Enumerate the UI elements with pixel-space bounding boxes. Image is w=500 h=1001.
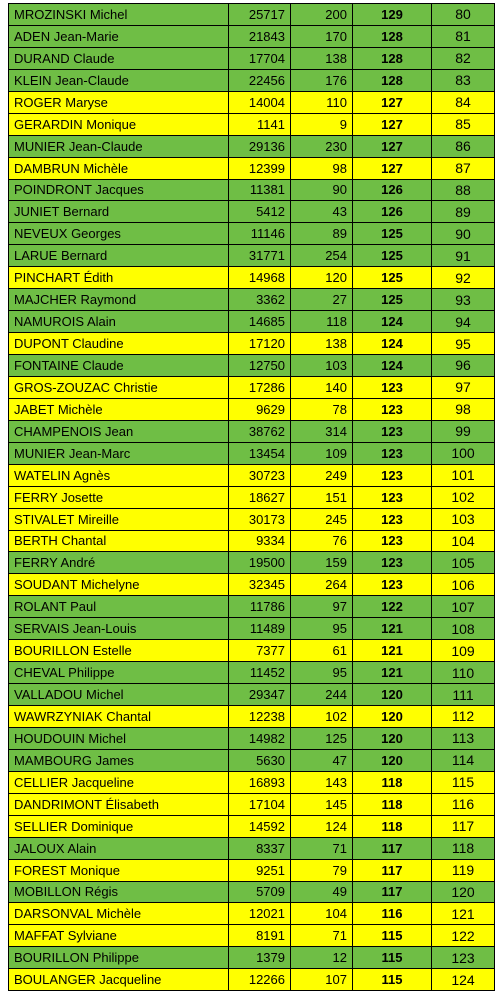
table-row bbox=[9, 47, 495, 69]
total-points-cell: 9334 bbox=[229, 530, 291, 552]
rank-cell: 92 bbox=[432, 267, 495, 289]
rank-cell: 81 bbox=[432, 25, 495, 47]
total-points-cell: 8191 bbox=[229, 925, 291, 947]
total-points-cell: 7377 bbox=[229, 640, 291, 662]
ranking-table-body bbox=[9, 4, 495, 991]
table-row bbox=[9, 727, 495, 749]
games-count-cell: 9 bbox=[291, 113, 353, 135]
total-points-cell: 25717 bbox=[229, 4, 291, 26]
table-row bbox=[9, 706, 495, 728]
total-points-cell: 14592 bbox=[229, 815, 291, 837]
rank-cell: 118 bbox=[432, 837, 495, 859]
player-name-cell: MROZINSKI Michel bbox=[9, 4, 229, 26]
rank-cell: 82 bbox=[432, 47, 495, 69]
table-row bbox=[9, 925, 495, 947]
rank-cell: 105 bbox=[432, 552, 495, 574]
player-name-cell: CHAMPENOIS Jean bbox=[9, 420, 229, 442]
table-row bbox=[9, 464, 495, 486]
total-points-cell: 11146 bbox=[229, 223, 291, 245]
games-count-cell: 49 bbox=[291, 881, 353, 903]
total-points-cell: 21843 bbox=[229, 25, 291, 47]
games-count-cell: 159 bbox=[291, 552, 353, 574]
average-cell: 120 bbox=[353, 706, 432, 728]
games-count-cell: 90 bbox=[291, 179, 353, 201]
table-row bbox=[9, 267, 495, 289]
rank-cell: 111 bbox=[432, 684, 495, 706]
games-count-cell: 98 bbox=[291, 157, 353, 179]
player-name-cell: NAMUROIS Alain bbox=[9, 311, 229, 333]
average-cell: 121 bbox=[353, 662, 432, 684]
table-row bbox=[9, 640, 495, 662]
total-points-cell: 3362 bbox=[229, 289, 291, 311]
table-row bbox=[9, 355, 495, 377]
total-points-cell: 9629 bbox=[229, 398, 291, 420]
games-count-cell: 89 bbox=[291, 223, 353, 245]
rank-cell: 117 bbox=[432, 815, 495, 837]
average-cell: 120 bbox=[353, 684, 432, 706]
average-cell: 123 bbox=[353, 486, 432, 508]
games-count-cell: 103 bbox=[291, 355, 353, 377]
player-name-cell: DUPONT Claudine bbox=[9, 333, 229, 355]
player-name-cell: FERRY Josette bbox=[9, 486, 229, 508]
average-cell: 117 bbox=[353, 881, 432, 903]
total-points-cell: 12266 bbox=[229, 969, 291, 991]
average-cell: 123 bbox=[353, 376, 432, 398]
table-row bbox=[9, 881, 495, 903]
rank-cell: 108 bbox=[432, 618, 495, 640]
total-points-cell: 12399 bbox=[229, 157, 291, 179]
table-row bbox=[9, 530, 495, 552]
games-count-cell: 110 bbox=[291, 91, 353, 113]
games-count-cell: 254 bbox=[291, 245, 353, 267]
average-cell: 120 bbox=[353, 749, 432, 771]
games-count-cell: 71 bbox=[291, 925, 353, 947]
table-row bbox=[9, 223, 495, 245]
total-points-cell: 11381 bbox=[229, 179, 291, 201]
games-count-cell: 102 bbox=[291, 706, 353, 728]
average-cell: 124 bbox=[353, 311, 432, 333]
average-cell: 123 bbox=[353, 508, 432, 530]
table-row bbox=[9, 969, 495, 991]
games-count-cell: 95 bbox=[291, 618, 353, 640]
total-points-cell: 14004 bbox=[229, 91, 291, 113]
games-count-cell: 107 bbox=[291, 969, 353, 991]
games-count-cell: 140 bbox=[291, 376, 353, 398]
table-row bbox=[9, 859, 495, 881]
games-count-cell: 61 bbox=[291, 640, 353, 662]
player-name-cell: SOUDANT Michelyne bbox=[9, 574, 229, 596]
games-count-cell: 145 bbox=[291, 793, 353, 815]
total-points-cell: 29136 bbox=[229, 135, 291, 157]
table-row bbox=[9, 25, 495, 47]
rank-cell: 104 bbox=[432, 530, 495, 552]
table-row bbox=[9, 69, 495, 91]
player-name-cell: JABET Michèle bbox=[9, 398, 229, 420]
player-name-cell: ROGER Maryse bbox=[9, 91, 229, 113]
total-points-cell: 29347 bbox=[229, 684, 291, 706]
average-cell: 126 bbox=[353, 201, 432, 223]
rank-cell: 95 bbox=[432, 333, 495, 355]
rank-cell: 87 bbox=[432, 157, 495, 179]
total-points-cell: 12750 bbox=[229, 355, 291, 377]
table-row bbox=[9, 289, 495, 311]
total-points-cell: 30173 bbox=[229, 508, 291, 530]
player-name-cell: LARUE Bernard bbox=[9, 245, 229, 267]
average-cell: 115 bbox=[353, 925, 432, 947]
rank-cell: 114 bbox=[432, 749, 495, 771]
games-count-cell: 118 bbox=[291, 311, 353, 333]
total-points-cell: 14685 bbox=[229, 311, 291, 333]
average-cell: 124 bbox=[353, 355, 432, 377]
games-count-cell: 95 bbox=[291, 662, 353, 684]
average-cell: 127 bbox=[353, 113, 432, 135]
rank-cell: 103 bbox=[432, 508, 495, 530]
total-points-cell: 30723 bbox=[229, 464, 291, 486]
total-points-cell: 16893 bbox=[229, 771, 291, 793]
table-row bbox=[9, 552, 495, 574]
rank-cell: 86 bbox=[432, 135, 495, 157]
table-row bbox=[9, 837, 495, 859]
total-points-cell: 17286 bbox=[229, 376, 291, 398]
average-cell: 123 bbox=[353, 464, 432, 486]
total-points-cell: 9251 bbox=[229, 859, 291, 881]
table-row bbox=[9, 662, 495, 684]
average-cell: 125 bbox=[353, 267, 432, 289]
rank-cell: 102 bbox=[432, 486, 495, 508]
rank-cell: 120 bbox=[432, 881, 495, 903]
rank-cell: 93 bbox=[432, 289, 495, 311]
rank-cell: 109 bbox=[432, 640, 495, 662]
player-name-cell: GROS-ZOUZAC Christie bbox=[9, 376, 229, 398]
player-name-cell: DURAND Claude bbox=[9, 47, 229, 69]
average-cell: 128 bbox=[353, 69, 432, 91]
average-cell: 118 bbox=[353, 815, 432, 837]
games-count-cell: 104 bbox=[291, 903, 353, 925]
player-name-cell: MAMBOURG James bbox=[9, 749, 229, 771]
player-name-cell: ROLANT Paul bbox=[9, 596, 229, 618]
games-count-cell: 78 bbox=[291, 398, 353, 420]
player-name-cell: JUNIET Bernard bbox=[9, 201, 229, 223]
total-points-cell: 8337 bbox=[229, 837, 291, 859]
average-cell: 129 bbox=[353, 4, 432, 26]
average-cell: 123 bbox=[353, 442, 432, 464]
player-name-cell: MOBILLON Régis bbox=[9, 881, 229, 903]
rank-cell: 80 bbox=[432, 4, 495, 26]
rank-cell: 119 bbox=[432, 859, 495, 881]
average-cell: 117 bbox=[353, 859, 432, 881]
rank-cell: 88 bbox=[432, 179, 495, 201]
player-name-cell: MAJCHER Raymond bbox=[9, 289, 229, 311]
total-points-cell: 17104 bbox=[229, 793, 291, 815]
total-points-cell: 32345 bbox=[229, 574, 291, 596]
games-count-cell: 151 bbox=[291, 486, 353, 508]
player-name-cell: DAMBRUN Michèle bbox=[9, 157, 229, 179]
rank-cell: 121 bbox=[432, 903, 495, 925]
rank-cell: 115 bbox=[432, 771, 495, 793]
rank-cell: 85 bbox=[432, 113, 495, 135]
total-points-cell: 11489 bbox=[229, 618, 291, 640]
player-name-cell: BERTH Chantal bbox=[9, 530, 229, 552]
average-cell: 125 bbox=[353, 245, 432, 267]
rank-cell: 99 bbox=[432, 420, 495, 442]
player-name-cell: CHEVAL Philippe bbox=[9, 662, 229, 684]
average-cell: 122 bbox=[353, 596, 432, 618]
table-row bbox=[9, 486, 495, 508]
player-name-cell: PINCHART Édith bbox=[9, 267, 229, 289]
player-name-cell: HOUDOUIN Michel bbox=[9, 727, 229, 749]
rank-cell: 94 bbox=[432, 311, 495, 333]
average-cell: 121 bbox=[353, 618, 432, 640]
player-name-cell: MUNIER Jean-Marc bbox=[9, 442, 229, 464]
total-points-cell: 12238 bbox=[229, 706, 291, 728]
player-name-cell: BOULANGER Jacqueline bbox=[9, 969, 229, 991]
rank-cell: 89 bbox=[432, 201, 495, 223]
average-cell: 125 bbox=[353, 223, 432, 245]
total-points-cell: 11786 bbox=[229, 596, 291, 618]
table-row bbox=[9, 179, 495, 201]
total-points-cell: 12021 bbox=[229, 903, 291, 925]
rank-cell: 123 bbox=[432, 947, 495, 969]
rank-cell: 116 bbox=[432, 793, 495, 815]
rank-cell: 98 bbox=[432, 398, 495, 420]
table-row bbox=[9, 508, 495, 530]
average-cell: 125 bbox=[353, 289, 432, 311]
games-count-cell: 138 bbox=[291, 47, 353, 69]
total-points-cell: 5412 bbox=[229, 201, 291, 223]
player-name-cell: VALLADOU Michel bbox=[9, 684, 229, 706]
games-count-cell: 138 bbox=[291, 333, 353, 355]
rank-cell: 100 bbox=[432, 442, 495, 464]
table-row bbox=[9, 157, 495, 179]
rank-cell: 97 bbox=[432, 376, 495, 398]
table-row bbox=[9, 4, 495, 26]
games-count-cell: 314 bbox=[291, 420, 353, 442]
total-points-cell: 22456 bbox=[229, 69, 291, 91]
total-points-cell: 14968 bbox=[229, 267, 291, 289]
rank-cell: 122 bbox=[432, 925, 495, 947]
player-name-cell: MUNIER Jean-Claude bbox=[9, 135, 229, 157]
games-count-cell: 12 bbox=[291, 947, 353, 969]
games-count-cell: 230 bbox=[291, 135, 353, 157]
player-name-cell: JALOUX Alain bbox=[9, 837, 229, 859]
games-count-cell: 200 bbox=[291, 4, 353, 26]
average-cell: 123 bbox=[353, 420, 432, 442]
games-count-cell: 176 bbox=[291, 69, 353, 91]
games-count-cell: 97 bbox=[291, 596, 353, 618]
player-name-cell: DARSONVAL Michèle bbox=[9, 903, 229, 925]
total-points-cell: 18627 bbox=[229, 486, 291, 508]
table-row bbox=[9, 684, 495, 706]
average-cell: 120 bbox=[353, 727, 432, 749]
player-name-cell: FONTAINE Claude bbox=[9, 355, 229, 377]
rank-cell: 90 bbox=[432, 223, 495, 245]
table-row bbox=[9, 311, 495, 333]
games-count-cell: 120 bbox=[291, 267, 353, 289]
total-points-cell: 31771 bbox=[229, 245, 291, 267]
total-points-cell: 5630 bbox=[229, 749, 291, 771]
player-name-cell: FOREST Monique bbox=[9, 859, 229, 881]
average-cell: 115 bbox=[353, 969, 432, 991]
total-points-cell: 11452 bbox=[229, 662, 291, 684]
rank-cell: 106 bbox=[432, 574, 495, 596]
table-row bbox=[9, 442, 495, 464]
player-name-cell: CELLIER Jacqueline bbox=[9, 771, 229, 793]
rank-cell: 112 bbox=[432, 706, 495, 728]
table-row bbox=[9, 420, 495, 442]
games-count-cell: 125 bbox=[291, 727, 353, 749]
average-cell: 115 bbox=[353, 947, 432, 969]
table-row bbox=[9, 947, 495, 969]
table-row bbox=[9, 618, 495, 640]
rank-cell: 124 bbox=[432, 969, 495, 991]
total-points-cell: 17120 bbox=[229, 333, 291, 355]
table-row bbox=[9, 91, 495, 113]
games-count-cell: 27 bbox=[291, 289, 353, 311]
player-name-cell: SELLIER Dominique bbox=[9, 815, 229, 837]
games-count-cell: 170 bbox=[291, 25, 353, 47]
average-cell: 127 bbox=[353, 135, 432, 157]
games-count-cell: 143 bbox=[291, 771, 353, 793]
total-points-cell: 5709 bbox=[229, 881, 291, 903]
games-count-cell: 249 bbox=[291, 464, 353, 486]
total-points-cell: 1379 bbox=[229, 947, 291, 969]
table-row bbox=[9, 376, 495, 398]
table-row bbox=[9, 398, 495, 420]
table-row bbox=[9, 135, 495, 157]
average-cell: 118 bbox=[353, 771, 432, 793]
table-row bbox=[9, 749, 495, 771]
player-name-cell: BOURILLON Philippe bbox=[9, 947, 229, 969]
table-row bbox=[9, 113, 495, 135]
player-name-cell: WAWRZYNIAK Chantal bbox=[9, 706, 229, 728]
player-name-cell: ADEN Jean-Marie bbox=[9, 25, 229, 47]
games-count-cell: 109 bbox=[291, 442, 353, 464]
table-row bbox=[9, 596, 495, 618]
average-cell: 118 bbox=[353, 793, 432, 815]
average-cell: 123 bbox=[353, 530, 432, 552]
rank-cell: 107 bbox=[432, 596, 495, 618]
table-row bbox=[9, 793, 495, 815]
rank-cell: 101 bbox=[432, 464, 495, 486]
average-cell: 128 bbox=[353, 47, 432, 69]
average-cell: 121 bbox=[353, 640, 432, 662]
games-count-cell: 264 bbox=[291, 574, 353, 596]
player-name-cell: DANDRIMONT Élisabeth bbox=[9, 793, 229, 815]
rank-cell: 110 bbox=[432, 662, 495, 684]
table-row bbox=[9, 245, 495, 267]
player-name-cell: BOURILLON Estelle bbox=[9, 640, 229, 662]
average-cell: 127 bbox=[353, 157, 432, 179]
games-count-cell: 43 bbox=[291, 201, 353, 223]
player-name-cell: STIVALET Mireille bbox=[9, 508, 229, 530]
games-count-cell: 71 bbox=[291, 837, 353, 859]
games-count-cell: 124 bbox=[291, 815, 353, 837]
total-points-cell: 1141 bbox=[229, 113, 291, 135]
player-name-cell: WATELIN Agnès bbox=[9, 464, 229, 486]
total-points-cell: 14982 bbox=[229, 727, 291, 749]
games-count-cell: 79 bbox=[291, 859, 353, 881]
average-cell: 117 bbox=[353, 837, 432, 859]
average-cell: 127 bbox=[353, 91, 432, 113]
total-points-cell: 19500 bbox=[229, 552, 291, 574]
average-cell: 124 bbox=[353, 333, 432, 355]
average-cell: 123 bbox=[353, 398, 432, 420]
average-cell: 116 bbox=[353, 903, 432, 925]
table-row bbox=[9, 201, 495, 223]
total-points-cell: 17704 bbox=[229, 47, 291, 69]
games-count-cell: 244 bbox=[291, 684, 353, 706]
total-points-cell: 38762 bbox=[229, 420, 291, 442]
player-name-cell: GERARDIN Monique bbox=[9, 113, 229, 135]
table-row bbox=[9, 771, 495, 793]
table-row bbox=[9, 333, 495, 355]
rank-cell: 84 bbox=[432, 91, 495, 113]
table-row bbox=[9, 903, 495, 925]
player-name-cell: NEVEUX Georges bbox=[9, 223, 229, 245]
games-count-cell: 245 bbox=[291, 508, 353, 530]
player-name-cell: KLEIN Jean-Claude bbox=[9, 69, 229, 91]
table-row bbox=[9, 815, 495, 837]
rank-cell: 113 bbox=[432, 727, 495, 749]
player-name-cell: MAFFAT Sylviane bbox=[9, 925, 229, 947]
table-row bbox=[9, 574, 495, 596]
player-name-cell: POINDRONT Jacques bbox=[9, 179, 229, 201]
player-name-cell: FERRY André bbox=[9, 552, 229, 574]
total-points-cell: 13454 bbox=[229, 442, 291, 464]
rank-cell: 96 bbox=[432, 355, 495, 377]
average-cell: 123 bbox=[353, 574, 432, 596]
average-cell: 126 bbox=[353, 179, 432, 201]
ranking-table bbox=[8, 3, 495, 991]
average-cell: 128 bbox=[353, 25, 432, 47]
player-name-cell: SERVAIS Jean-Louis bbox=[9, 618, 229, 640]
average-cell: 123 bbox=[353, 552, 432, 574]
games-count-cell: 47 bbox=[291, 749, 353, 771]
rank-cell: 91 bbox=[432, 245, 495, 267]
games-count-cell: 76 bbox=[291, 530, 353, 552]
rank-cell: 83 bbox=[432, 69, 495, 91]
